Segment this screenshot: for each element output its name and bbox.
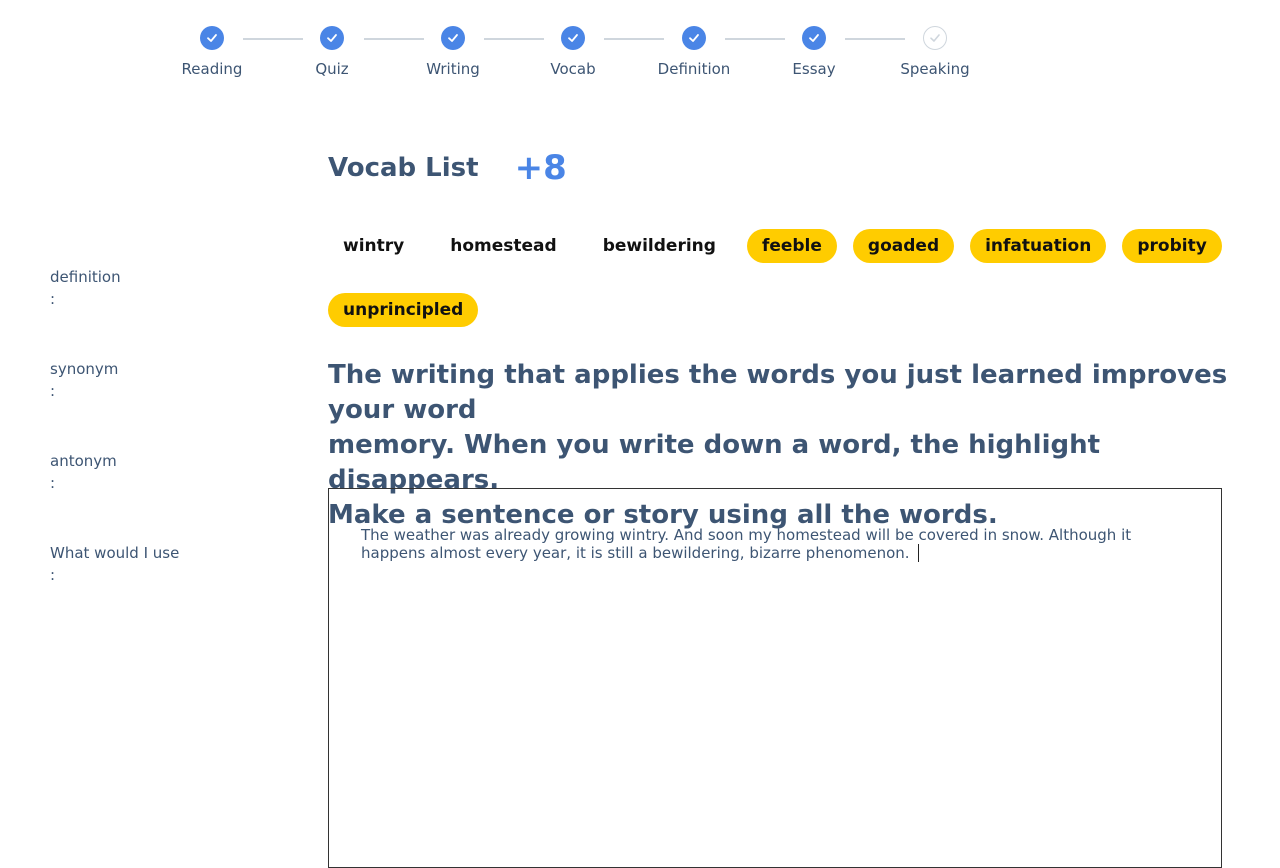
step-vocab[interactable]: [533, 26, 613, 78]
word-info-sidebar: [50, 268, 270, 636]
vocab-chip-bewildering[interactable]: bewildering: [602, 236, 716, 256]
progress-stepper: [172, 26, 972, 86]
vocab-count-badge: +8: [514, 148, 567, 188]
instruction-line: The writing that applies the words you just learned improves your word: [328, 360, 1228, 425]
main-content: [328, 140, 1228, 530]
step-label: Reading: [181, 60, 243, 78]
vocab-header: [328, 140, 1228, 196]
definition-field: [50, 268, 270, 360]
step-label: Vocab: [550, 60, 596, 78]
step-label: Definition: [657, 60, 731, 78]
usage-value: :: [50, 566, 56, 584]
vocab-chip-infatuation[interactable]: infatuation: [970, 229, 1106, 263]
antonym-label: antonym: [50, 452, 117, 470]
vocab-chip-homestead[interactable]: homestead: [450, 236, 557, 256]
check-icon: [802, 26, 826, 50]
check-icon: [682, 26, 706, 50]
instruction-line: memory. When you write down a word, the highlight disappears.: [328, 430, 1101, 495]
instruction-line: Make a sentence or story using all the words.: [328, 500, 998, 530]
vocab-list-title: Vocab List: [328, 153, 479, 183]
antonym-value: :: [50, 474, 56, 492]
definition-label: definition: [50, 268, 121, 286]
check-icon: [441, 26, 465, 50]
step-quiz[interactable]: [292, 26, 372, 78]
usage-label: What would I use: [50, 544, 180, 562]
text-cursor: [918, 544, 919, 562]
definition-value: :: [50, 290, 56, 308]
step-writing[interactable]: [413, 26, 493, 78]
vocab-word-list: [328, 229, 1228, 327]
usage-field: [50, 544, 270, 636]
vocab-chip-wintry[interactable]: wintry: [343, 236, 405, 256]
vocab-chip-probity[interactable]: probity: [1122, 229, 1221, 263]
vocab-chip-feeble[interactable]: feeble: [747, 229, 837, 263]
check-icon: [200, 26, 224, 50]
step-label: Essay: [792, 60, 836, 78]
antonym-field: [50, 452, 270, 544]
step-speaking[interactable]: [895, 26, 975, 78]
synonym-field: [50, 360, 270, 452]
check-icon: [320, 26, 344, 50]
essay-text: The weather was already growing wintry. And soon my homestead will be covered in snow. Although it happens almost every year, it is still a bewildering, bizarre phenomenon.: [361, 526, 1132, 562]
step-essay[interactable]: [774, 26, 854, 78]
synonym-value: :: [50, 382, 56, 400]
vocab-chip-unprincipled[interactable]: unprincipled: [328, 293, 478, 327]
vocab-chip-goaded[interactable]: goaded: [853, 229, 954, 263]
synonym-label: synonym: [50, 360, 119, 378]
step-label: Speaking: [900, 60, 970, 78]
check-icon: [561, 26, 585, 50]
step-definition[interactable]: [654, 26, 734, 78]
step-label: Quiz: [315, 60, 349, 78]
step-reading[interactable]: [172, 26, 252, 78]
step-label: Writing: [426, 60, 480, 78]
check-icon: [923, 26, 947, 50]
essay-text-editor[interactable]: [328, 488, 1222, 868]
